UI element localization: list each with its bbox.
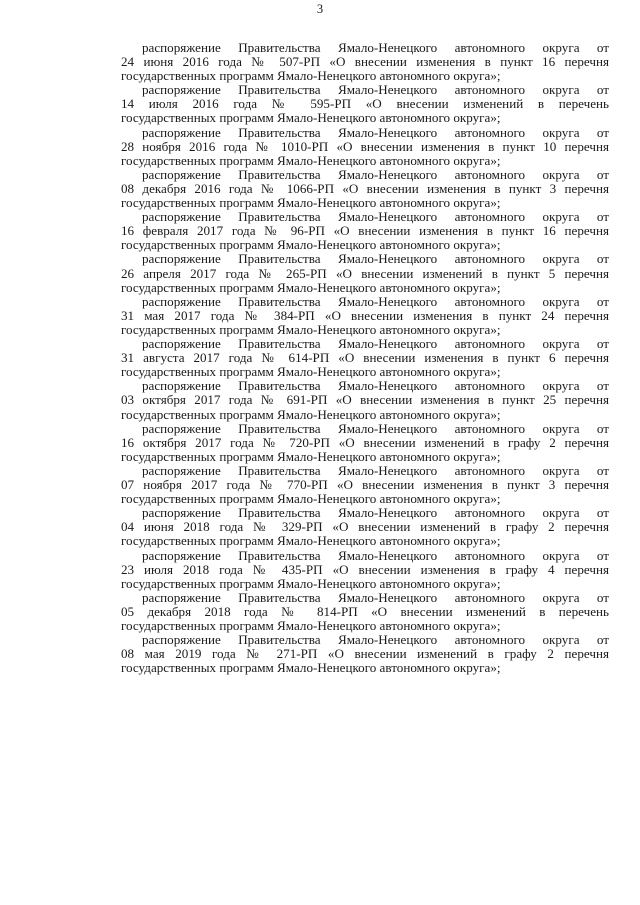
list-item [121,422,609,464]
item-line: 26 апреля 2017 года № 265-РП «О внесении изменений в пункт 5 перечня [121,265,609,281]
page-number: 3 [316,2,324,16]
item-line: государственных программ Ямало-Ненецкого автономного округа»; [121,68,501,84]
item-line: государственных программ Ямало-Ненецкого автономного округа»; [121,448,501,464]
item-line: распоряжение Правительства Ямало-Ненецкого автономного округа от [142,421,609,436]
item-line: распоряжение Правительства Ямало-Ненецкого автономного округа от [142,294,609,309]
item-line: государственных программ Ямало-Ненецкого автономного округа»; [121,533,501,549]
item-line: распоряжение Правительства Ямало-Ненецкого автономного округа от [142,210,609,225]
item-line: 28 ноября 2016 года № 1010-РП «О внесении изменения в пункт 10 перечня [121,138,609,154]
item-line: распоряжение Правительства Ямало-Ненецкого автономного округа от [142,548,609,563]
list-item [121,41,609,83]
item-line: распоряжение Правительства Ямало-Ненецкого автономного округа от [142,252,609,267]
item-line: 16 октября 2017 года № 720-РП «О внесении изменений в графу 2 перечня [121,434,609,450]
item-line: 08 мая 2019 года № 271-РП «О внесении изменений в графу 2 перечня [121,646,609,662]
list-item [121,337,609,379]
item-line: распоряжение Правительства Ямало-Ненецкого автономного округа от [142,633,609,648]
item-line: государственных программ Ямало-Ненецкого автономного округа»; [121,575,501,591]
item-line: распоряжение Правительства Ямало-Ненецкого автономного округа от [142,590,609,605]
item-line: 31 августа 2017 года № 614-РП «О внесении изменения в пункт 6 перечня [121,350,609,366]
item-line: распоряжение Правительства Ямало-Ненецкого автономного округа от [142,506,609,521]
item-line: распоряжение Правительства Ямало-Ненецкого автономного округа от [142,379,609,394]
item-line: 07 ноября 2017 года № 770-РП «О внесении изменения в пункт 3 перечня [121,477,609,493]
list-item [121,126,609,168]
list-item [121,168,609,210]
item-line: 08 декабря 2016 года № 1066-РП «О внесении изменения в пункт 3 перечня [121,180,609,196]
item-line: государственных программ Ямало-Ненецкого автономного округа»; [121,152,501,168]
list-item [121,83,609,125]
list-item [121,633,609,675]
item-line: 23 июля 2018 года № 435-РП «О внесении изменения в графу 4 перечня [121,561,609,577]
list-item [121,295,609,337]
list-item [121,252,609,294]
item-line: государственных программ Ямало-Ненецкого автономного округа»; [121,321,501,337]
item-line: государственных программ Ямало-Ненецкого автономного округа»; [121,491,501,507]
item-line: государственных программ Ямало-Ненецкого автономного округа»; [121,195,501,211]
list-item [121,549,609,591]
item-line: государственных программ Ямало-Ненецкого автономного округа»; [121,110,501,126]
list-item [121,506,609,548]
item-line: государственных программ Ямало-Ненецкого автономного округа»; [121,406,501,422]
item-line: государственных программ Ямало-Ненецкого автономного округа»; [121,618,501,634]
item-line: распоряжение Правительства Ямало-Ненецкого автономного округа от [142,463,609,478]
item-line: 05 декабря 2018 года № 814-РП «О внесении изменений в перечень [121,603,609,619]
item-line: распоряжение Правительства Ямало-Ненецкого автономного округа от [142,83,609,98]
item-line: распоряжение Правительства Ямало-Ненецкого автономного округа от [142,337,609,352]
item-line: распоряжение Правительства Ямало-Ненецкого автономного округа от [142,125,609,140]
item-line: государственных программ Ямало-Ненецкого автономного округа»; [121,364,501,380]
item-line: государственных программ Ямало-Ненецкого автономного округа»; [121,660,501,676]
item-line: распоряжение Правительства Ямало-Ненецкого автономного округа от [142,41,609,55]
item-line: 03 октября 2017 года № 691-РП «О внесении изменения в пункт 25 перечня [121,392,609,408]
list-item [121,591,609,633]
item-line: распоряжение Правительства Ямало-Ненецкого автономного округа от [142,167,609,182]
item-line: 31 мая 2017 года № 384-РП «О внесении изменения в пункт 24 перечня [121,307,609,323]
item-line: 14 июля 2016 года № 595-РП «О внесении изменений в перечень [121,96,609,112]
list-item [121,210,609,252]
list-item [121,464,609,506]
list-item [121,379,609,421]
item-line: 16 февраля 2017 года № 96-РП «О внесении изменения в пункт 16 перечня [121,223,609,239]
item-line: государственных программ Ямало-Ненецкого автономного округа»; [121,237,501,253]
item-line: государственных программ Ямало-Ненецкого автономного округа»; [121,279,501,295]
item-line: 24 июня 2016 года № 507-РП «О внесении изменения в пункт 16 перечня [121,54,609,70]
order-list [121,41,609,675]
item-line: 04 июня 2018 года № 329-РП «О внесении изменений в графу 2 перечня [121,519,609,535]
